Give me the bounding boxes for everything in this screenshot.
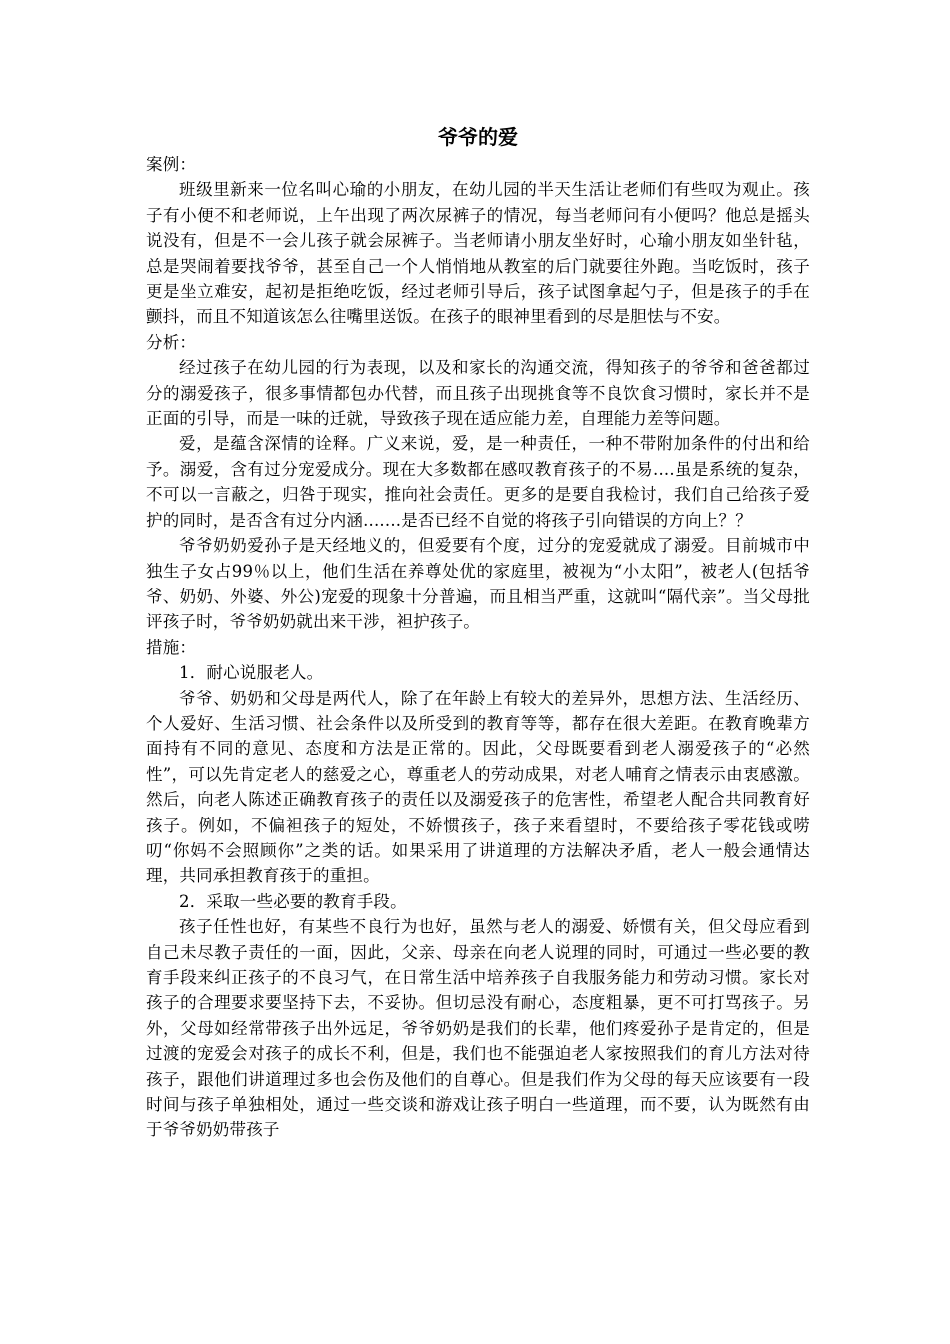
- document-title: 爷爷的爱: [438, 125, 518, 149]
- analysis-paragraph: 经过孩子在幼儿园的行为表现，以及和家长的沟通交流，得知孩子的爷爷和爸爸都过分的溺爱孩子，很多事情都包办代替，而且孩子出现挑食等不良饮食习惯时，家长并不是正面的引导，而是一味的迁就，导致孩子现在适应能力差，自理能力差等问题。: [146, 358, 810, 429]
- measure-paragraph: 爷爷、奶奶和父母是两代人，除了在年龄上有较大的差异外，思想方法、生活经历、个人爱好、生活习惯、社会条件以及所受到的教育等等，都存在很大差距。在教育晚辈方面持有不同的意见、态度和方法是正常的。因此，父母既要看到老人溺爱孩子的“必然性”，可以先肯定老人的慈爱之心，尊重老人的劳动成果，对老人哺育之情表示由衷感激。然后，向老人陈述正确教育孩子的责任以及溺爱孩子的危害性，希望老人配合共同教育好孩子。例如，不偏袒孩子的短处，不娇惯孩子，孩子来看望时，不要给孩子零花钱或唠叨“你妈不会照顾你”之类的话。如果采用了讲道理的方法解决矛盾，老人一般会通情达理，共同承担教育孩于的重担。: [146, 688, 810, 886]
- measure-paragraph: 孩子任性也好，有某些不良行为也好，虽然与老人的溺爱、娇惯有关，但父母应看到自己未尽教子责任的一面，因此，父亲、母亲在向老人说理的同时，可通过一些必要的教育手段来纠正孩子的不良习气，在日常生活中培养孩子自我服务能力和劳动习惯。家长对孩子的合理要求要坚持下去，不妥协。但切忌没有耐心，态度粗暴，更不可打骂孩子。另外，父母如经常带孩子出外远足，爷爷奶奶是我们的长辈，他们疼爱孙子是肯定的，但是过渡的宠爱会对孩子的成长不利，但是，我们也不能强迫老人家按照我们的育儿方法对待孩子，跟他们讲道理过多也会伤及他们的自尊心。但是我们作为父母的每天应该要有一段时间与孩子单独相处，通过一些交谈和游戏让孩子明白一些道理，而不要，认为既然有由于爷爷奶奶带孩子: [146, 917, 810, 1140]
- measures-label: 措施：: [146, 637, 197, 657]
- measure-heading: 1．耐心说服老人。: [179, 663, 324, 683]
- measure-heading: 2．采取一些必要的教育手段。: [179, 891, 407, 911]
- document-page: [146, 122, 810, 1143]
- case-paragraph: 班级里新来一位名叫心瑜的小朋友，在幼儿园的半天生活让老师们有些叹为观止。孩子有小便不和老师说，上午出现了两次尿裤子的情况，每当老师问有小便吗？他总是摇头说没有，但是不一会儿孩子就会尿裤子。当老师请小朋友坐好时，心瑜小朋友如坐针毡，总是哭闹着要找爷爷，甚至自己一个人悄悄地从教室的后门就要往外跑。当吃饭时，孩子更是坐立难安，起初是拒绝吃饭，经过老师引导后，孩子试图拿起勺子，但是孩子的手在颤抖，而且不知道该怎么往嘴里送饭。在孩子的眼神里看到的尽是胆怯与不安。: [146, 180, 810, 327]
- analysis-paragraph: 爷爷奶奶爱孙子是天经地义的，但爱要有个度，过分的宠爱就成了溺爱。目前城市中独生子女占99％以上，他们生活在养尊处优的家庭里，被视为“小太阳”，被老人(包括爷爷、奶奶、外婆、外公)宠爱的现象十分普遍，而且相当严重，这就叫“隔代亲”。当父母批评孩子时，爷爷奶奶就出来干涉，袒护孩子。: [146, 536, 810, 632]
- analysis-paragraph: 爱，是蕴含深情的诠释。广义来说，爱，是一种责任，一种不带附加条件的付出和给予。溺爱，含有过分宠爱成分。现在大多数都在感叹教育孩子的不易....虽是系统的复杂，不可以一言蔽之，归咎于现实，推向社会责任。更多的是要自我检讨，我们自己给孩子爱护的同时，是否含有过分内涵.......是否已经不自觉的将孩子引向错误的方向上？？: [146, 434, 810, 530]
- case-label: 案例：: [146, 155, 197, 174]
- analysis-label: 分析：: [146, 332, 197, 352]
